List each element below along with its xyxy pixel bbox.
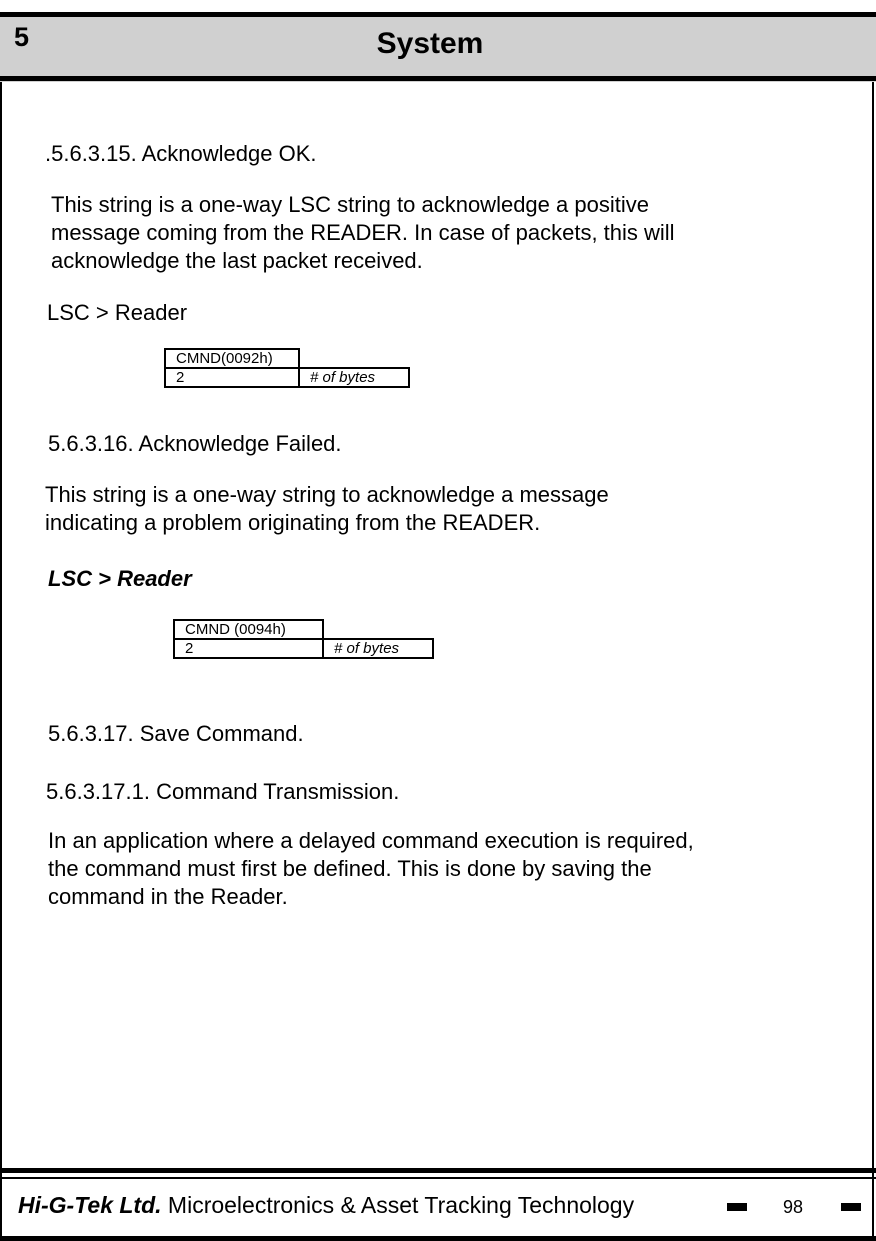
section-15-body-line-1: This string is a one-way LSC string to acknowledge a positive xyxy=(51,192,649,217)
page-number: 98 xyxy=(783,1197,804,1217)
page-marker-right xyxy=(841,1203,861,1211)
chapter-number: 5 xyxy=(14,22,30,52)
value-cell: 2 xyxy=(174,639,323,658)
section-15-body-line-3: acknowledge the last packet received. xyxy=(51,248,423,273)
section-16-heading: 5.6.3.16. Acknowledge Failed. xyxy=(48,431,342,456)
bytes-cell: # of bytes xyxy=(323,639,433,658)
section-15-direction: LSC > Reader xyxy=(47,300,188,325)
section-17-1-body-line-3: command in the Reader. xyxy=(48,884,288,909)
section-17-heading: 5.6.3.17. Save Command. xyxy=(48,721,304,746)
page-marker-left xyxy=(727,1203,747,1211)
footer-caption xyxy=(18,1192,634,1219)
section-17-1-body-line-2: the command must first be defined. This is done by saving the xyxy=(48,856,652,881)
section-15-heading: .5.6.3.15. Acknowledge OK. xyxy=(45,141,317,166)
bytes-cell: # of bytes xyxy=(299,368,409,387)
footer-company: Hi-G-Tek Ltd. xyxy=(18,1192,162,1218)
section-17-1-body-line-1: In an application where a delayed command execution is required, xyxy=(48,828,694,853)
section-17-1-heading: 5.6.3.17.1. Command Transmission. xyxy=(46,779,400,804)
page-title: System xyxy=(376,27,484,60)
footer-tagline: Microelectronics & Asset Tracking Technology xyxy=(161,1192,635,1218)
empty-cell xyxy=(299,349,409,368)
section-15-body-line-2: message coming from the READER. In case of packets, this will xyxy=(51,220,675,245)
command-table-0092h xyxy=(164,348,410,388)
command-cell: CMND (0094h) xyxy=(174,620,323,639)
section-16-body-line-1: This string is a one-way string to acknowledge a message xyxy=(45,482,609,507)
section-16-direction: LSC > Reader xyxy=(48,566,192,591)
command-cell: CMND(0092h) xyxy=(165,349,299,368)
empty-cell xyxy=(323,620,433,639)
command-table-0094h xyxy=(173,619,434,659)
value-cell: 2 xyxy=(165,368,299,387)
section-16-body-line-2: indicating a problem originating from the READER. xyxy=(45,510,541,535)
